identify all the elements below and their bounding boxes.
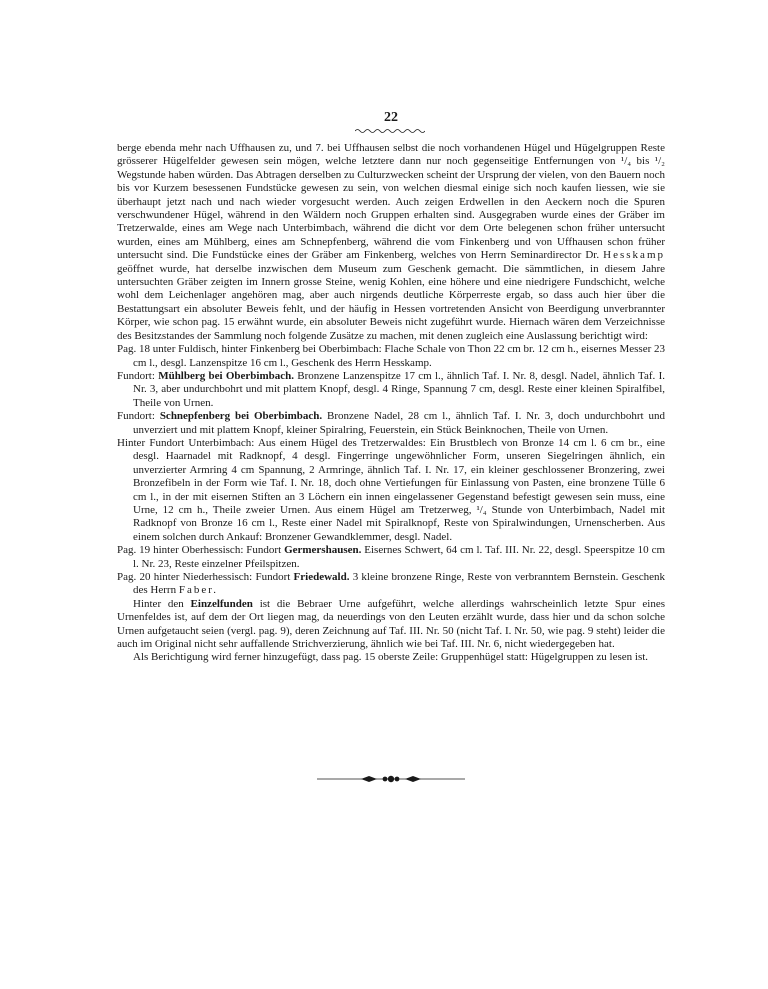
entry-schnepfenberg: [117, 410, 665, 437]
entry-muehlberg-text: Bronzene Lanzenspitze 17 cm l., ähnlich Taf. I. Nr. 8, desgl. Nadel, ähnlich Taf. I. Nr. 3, aber undurchbohrt und mit plattem Knopf, desgl. 4 Ringe, Spannung 7 cm, desgl. Reste einer kleinen Spiralfibel, Theile von Urnen.: [133, 369, 665, 409]
body-text: [117, 142, 665, 665]
einzelfunden-before: Hinter den: [133, 597, 184, 610]
entry-friedewald-donor: Faber.: [178, 584, 219, 597]
main-paragraph: [117, 142, 665, 343]
entry-muehlberg-prefix: Fundort:: [117, 369, 155, 382]
page-number: 22: [384, 110, 398, 125]
entry-finkenberg-text: Pag. 18 unter Fuldisch, hinter Finkenberg bei Oberbimbach: Flache Schale von Thon 22 cm br. 12 cm h., eisernes Messer 23 cm l., desgl. Lanzenspitze 16 cm l., Geschenk des Herrn Hesskamp.: [117, 343, 665, 369]
entry-schnepfenberg-prefix: Fundort:: [117, 410, 155, 423]
einzelfunden-term: Einzelfunden: [190, 597, 253, 610]
entry-unterbimbach-text: Hinter Fundort Unterbimbach: Aus einem Hügel des Tretzerwaldes: Ein Brustblech von Bronze 14 cm l. 6 cm br., eine desgl. Haarnadel mit Radknopf, 4 desgl. Fingerringe ungewöhnlicher Form, unseren Siegelringen ähnlich, ein unverzierter Armring 4 cm Spannung, 2 Armringe, ähnlich Taf. I. Nr. 17, ein kleiner geschlossener Bronzering, zwei Bronzefibeln in der Form wie Taf. I. Nr. 18, doch ohne Vertiefungen für Einlassung von Pasten, eine bronzene Tülle 6 cm l., in der mit eisernen Stiften an 3 Löchern ein innen eingelassener Gegenstand befestigt gewesen sein muss, eine Urne, 12 cm h., Theile zweier Urnen. Aus einem Hügel am Tretzerweg, ¹/₄ Stunde von Unterbimbach, Nadel mit Radknopf von Bronze 16 cm l., Reste einer Nadel mit Spiralknopf, Reste von Spiralwindungen, Urnenscherben. Aus einem solchen durch Ankauf: Bronzener Gewandklemmer, desgl. Nadel.: [117, 436, 665, 543]
entry-friedewald-prefix: Pag. 20 hinter Niederhessisch: Fundort: [117, 571, 291, 583]
entry-unterbimbach: [117, 437, 665, 544]
einzelfunden-paragraph: [117, 598, 665, 652]
entry-friedewald: [117, 571, 665, 598]
entry-finkenberg: [117, 343, 665, 370]
main-paragraph-text: berge ebenda mehr nach Uffhausen zu, und 7. bei Uffhausen selbst die noch vorhandenen Hügel und Hügelgruppen Reste grösserer Hügelfelder gewesen sein mögen, welche letztere dann nur noch gegenseitige Entfernungen von ¹/₄ bis ¹/₂ Wegstunde haben würden. Das Abtragen derselben zu Culturzwecken scheint der Ursprung der vielen, von den Bauern noch bis vor Kurzem besessenen Fundstücke gewesen zu sein, von welchen diesmal einige sich noch kaufen liessen, wie sie überhaupt jetzt nach und nach wieder vorgesucht werden. Auch zeigen Erdwellen in den Aeckern noch die Spuren verschwundener Hügel, während in den Wäldern noch Gruppen erhalten sind. Ausgegraben wurde eines der Gräber im Tretzerwalde, eines am Wege nach Unterbimbach, während die dicht vor dem Orte belegenen schon früher untersucht wurden, eines am Mühlberg, eines am Schnepfenberg, während die vom Finkenberg und von Uffhausen schon früher untersucht sind. Die Fundstücke eines der Gräber am Finkenberg, welches von Herrn Seminardirector Dr.: [117, 142, 665, 262]
entry-friedewald-place: Friedewald.: [293, 571, 350, 583]
end-ornament: [317, 774, 465, 784]
entry-germershausen-text: Eisernes Schwert, 64 cm l. Taf. III. Nr. 22, desgl. Speerspitze 10 cm l. Nr. 23, Reste einzelner Pfeilspitzen.: [133, 544, 666, 570]
entry-muehlberg-place: Mühlberg bei Oberbimbach.: [158, 369, 294, 382]
main-paragraph-continuation: geöffnet wurde, hat derselbe inzwischen dem Museum zum Geschenk gemacht. Die sämmtlichen, in diesem Jahre untersuchten Gräber zeigten im Innern grosse Steine, wenig Kohlen, eine höhere und eine niedrigere Fundschicht, welche wohl dem Leichenlager angehören mag, aber auch nirgends deutliche Körperreste ergab, so dass auch hier über die Bestattungsart ein absoluter Beweis fehlt, und der häufig in Hessen vortretenden Ansicht von Beerdigung unverbrannter Körper, wie schon pag. 15 erwähnt wurde, ein absoluter Beweis nicht zugeführt wurde. Hiernach wären dem Verzeichnisse des Besitzstandes der Sammlung noch folgende Zusätze zu machen, mit denen zugleich eine Auslassung berichtigt wird:: [117, 262, 665, 342]
entry-schnepfenberg-place: Schnepfenberg bei Oberbimbach.: [159, 410, 323, 423]
entry-muehlberg: [117, 370, 665, 410]
entry-germershausen-place: Germershausen.: [284, 544, 362, 557]
entry-germershausen-prefix: Pag. 19 hinter Oberhessisch: Fundort: [117, 544, 282, 557]
entry-friedewald-text: 3 kleine bronzene Ringe, Reste von verbranntem Bernstein. Geschenk des Herrn: [133, 571, 666, 597]
wavy-rule-ornament: [355, 128, 425, 134]
entry-germershausen: [117, 544, 665, 571]
correction-paragraph: [117, 651, 665, 664]
einzelfunden-after: ist die Bebraer Urne aufgeführt, welche allerdings wahrscheinlich letzte Spur eines Urnenfeldes ist, auf dem der Ort liegen mag, da neuerdings von den Leuten erzählt wurde, dass hier und da schon solche Urnen aufgetaucht seien (vergl. pag. 9), deren Zeichnung auf Taf. III. Nr. 50 (nicht Taf. I. Nr. 50, wie pag. 9 steht) leider die auch im Original nicht sehr auffallende Strichverzierung, ähnlich wie bei Taf. III. Nr. 6, nicht wiedergegeben hat.: [117, 597, 665, 651]
correction-text: Als Berichtigung wird ferner hinzugefügt, dass pag. 15 oberste Zeile: Gruppenhügel statt: Hügelgruppen zu lesen ist.: [133, 651, 649, 664]
entry-schnepfenberg-text: Bronzene Nadel, 28 cm l., ähnlich Taf. I. Nr. 3, doch undurchbohrt und unverziert und mit plattem Knopf, kleiner Spiralring, Feuerstein, ein Stück Beinknochen, Theile von Urnen.: [133, 410, 665, 436]
hesskamp-name: Hesskamp: [603, 249, 665, 262]
